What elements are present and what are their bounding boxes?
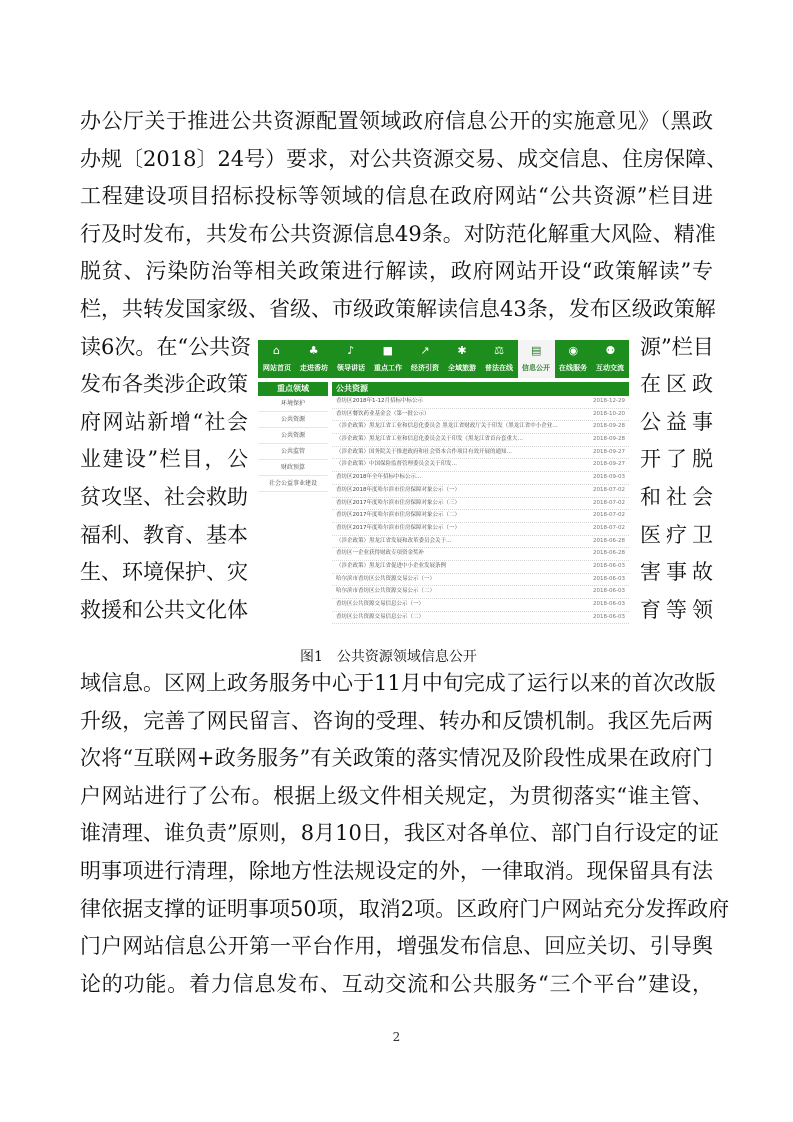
nav-label: 网站首页 xyxy=(262,363,291,372)
microphone-icon: ♪ xyxy=(347,344,355,357)
list-item-date: 2018-12-29 xyxy=(593,398,625,404)
list-item[interactable] xyxy=(332,510,629,523)
list-item[interactable] xyxy=(332,536,629,549)
figure-screenshot xyxy=(258,340,629,640)
text-line: 行及时发布，共发布公共资源信息49条。对防范化解重大风险、精准 xyxy=(80,221,716,246)
text-line-left: 救援和公共文化体 xyxy=(80,597,248,622)
text-line: 次将“互联网+政务服务”有关政策的落实情况及阶段性成果在政府门 xyxy=(80,746,713,771)
nav-label: 重点工作 xyxy=(373,363,402,372)
list-item-title: 香坊区公共资源交易信息公示（二） xyxy=(336,613,425,620)
scales-icon: ⚖ xyxy=(494,344,505,357)
home-icon: ⌂ xyxy=(273,344,281,357)
list-item-date: 2018-09-27 xyxy=(593,448,625,455)
briefcase-icon: ■ xyxy=(382,344,394,357)
nav-item[interactable] xyxy=(555,340,592,378)
nav-label: 走进香坊 xyxy=(299,363,328,372)
list-item-date: 2018-09-28 xyxy=(593,423,625,430)
list-item[interactable] xyxy=(332,498,629,511)
text-line: 栏，共转发国家级、省级、市级政策解读信息43条，发布区级政策解 xyxy=(80,297,716,321)
list-item-date: 2018-06-03 xyxy=(593,588,625,595)
text-line: 论的功能。着力信息发布、互动交流和公共服务“三个平台”建设， xyxy=(80,971,713,996)
list-item[interactable] xyxy=(332,396,629,409)
list-item[interactable] xyxy=(332,612,629,625)
sidebar-item[interactable]: 公共资源 xyxy=(258,412,328,428)
figure-sidebar xyxy=(258,382,328,640)
nav-item[interactable] xyxy=(332,340,369,378)
list-item[interactable] xyxy=(332,472,629,485)
list-item-title: （涉企政策）国务院关于推进政府和社会资本合作项目有效开展的通知… xyxy=(336,448,513,455)
list-item-date: 2018-09-27 xyxy=(593,461,625,468)
list-item[interactable] xyxy=(332,485,629,498)
list-item-title: （涉企政策）黑龙江省工业和信息化委员会 黑龙江省财政厅关于印发（黑龙江省中小企业… xyxy=(336,423,558,430)
text-line-right: 公益事 xyxy=(640,409,713,434)
list-item-date: 2018-06-03 xyxy=(593,601,625,607)
text-line-left: 府网站新增“社会 xyxy=(80,409,248,434)
list-item[interactable] xyxy=(332,561,629,574)
text-line: 办规〔2018〕24号）要求，对公共资源交易、成交信息、住房保障、 xyxy=(80,146,728,171)
list-item[interactable] xyxy=(332,586,629,599)
list-item[interactable] xyxy=(332,548,629,561)
text-line-left: 业建设”栏目，公 xyxy=(80,447,248,472)
sidebar-item[interactable]: 公共监管 xyxy=(258,444,328,460)
list-item-date: 2018-10-20 xyxy=(593,410,625,417)
list-item-date: 2018-07-02 xyxy=(593,524,625,531)
text-line-right: 害事故 xyxy=(640,560,713,585)
text-line-left: 福利、教育、基本 xyxy=(80,522,248,547)
text-line: 谁清理、谁负责”原则，8月10日，我区对各单位、部门自行设定的证 xyxy=(80,821,719,846)
nav-item[interactable] xyxy=(518,340,555,378)
list-item-title: 香坊区公共资源交易信息公示（一） xyxy=(336,601,425,607)
text-line: 明事项进行清理，除地方性法规设定的外，一律取消。现保留具有法 xyxy=(80,859,713,883)
tree-icon: ✱ xyxy=(457,344,467,357)
calendar-icon: ▤ xyxy=(531,344,542,357)
list-item[interactable] xyxy=(332,434,629,447)
text-line-right: 医疗卫 xyxy=(640,522,713,547)
globe-icon: ◉ xyxy=(568,344,579,357)
list-item-title: （涉企政策）黑龙江省发展和改革委员会关于… xyxy=(336,537,452,544)
page-number: 2 xyxy=(392,1030,401,1044)
list-item-title: 哈尔滨市香坊区公共资源交易公示（二） xyxy=(336,588,436,595)
nav-item[interactable] xyxy=(592,340,629,378)
sidebar-item[interactable]: 公共资源 xyxy=(258,428,328,444)
text-line-left: 发布各类涉企政策 xyxy=(80,372,248,397)
list-item-title: 香坊区2018年全年招标中标公示… xyxy=(336,474,422,481)
text-line: 升级，完善了网民留言、咨询的受理、转办和反馈机制。我区先后两 xyxy=(80,708,713,733)
list-item-date: 2018-07-02 xyxy=(593,512,625,519)
list-item-title: （涉企政策）中国保险监督管理委员会关于印发… xyxy=(336,461,458,468)
list-item-title: 香坊区一企业获得财政专项资金奖补 xyxy=(336,550,425,557)
list-item-date: 2018-06-03 xyxy=(593,562,625,569)
figure-caption: 图1 公共资源领域信息公开 xyxy=(300,649,477,665)
nav-label: 在线服务 xyxy=(559,363,588,372)
nav-item[interactable] xyxy=(295,340,332,378)
list-item-title: 香坊区2018年度哈尔滨市住房保障对象公示（一） xyxy=(336,486,460,493)
list-item-title: 香坊区2017年度哈尔滨市住房保障对象公示（二） xyxy=(336,512,460,519)
nav-label: 普法在线 xyxy=(485,363,514,372)
text-line-right: 育等领 xyxy=(640,597,713,622)
nav-label: 领导讲话 xyxy=(336,363,365,372)
list-item-title: 香坊区2017年度哈尔滨市住房保障对象公示（一） xyxy=(336,524,460,531)
chart-icon: ↗ xyxy=(420,344,430,357)
list-item[interactable] xyxy=(332,574,629,587)
list-item-date: 2018-06-03 xyxy=(593,575,625,582)
sidebar-item[interactable]: 财政预算 xyxy=(258,460,328,476)
nav-item[interactable] xyxy=(443,340,480,378)
list-item-title: 哈尔滨市香坊区公共资源交易公示（一） xyxy=(336,575,436,582)
text-line: 户网站进行了公布。根据上级文件相关规定，为贯彻落实“谁主管、 xyxy=(80,783,713,808)
text-line: 脱贫、污染防治等相关政策进行解读，政府网站开设“政策解读”专 xyxy=(80,259,713,284)
nav-item[interactable] xyxy=(258,340,295,378)
nav-item[interactable] xyxy=(481,340,518,378)
text-line: 律依据支撑的证明事项50项，取消2项。区政府门户网站充分发挥政府 xyxy=(80,896,730,921)
list-item-date: 2018-06-28 xyxy=(593,537,625,544)
list-item-title: 香坊区2018年1-12月招标中标公示 xyxy=(336,398,423,404)
tree-icon: ♣ xyxy=(308,344,319,357)
text-line-right: 和社会 xyxy=(640,485,713,509)
nav-item[interactable] xyxy=(369,340,406,378)
text-line: 域信息。区网上政务服务中心于11月中旬完成了运行以来的首次改版 xyxy=(80,671,716,695)
list-item-title: （涉企政策）黑龙江省促进中小企业发展条例 xyxy=(336,562,447,569)
list-item[interactable] xyxy=(332,409,629,422)
text-line: 门户网站信息公开第一平台作用，增强发布信息、回应关切、引导舆 xyxy=(80,934,713,959)
text-line: 工程建设项目招标投标等领域的信息在政府网站“公共资源”栏目进 xyxy=(80,184,713,209)
nav-label: 信息公开 xyxy=(522,363,551,372)
text-line-right: 开了脱 xyxy=(640,447,713,472)
text-line-right: 源”栏目 xyxy=(640,334,714,359)
main-list-title: 公共资源 xyxy=(332,382,629,396)
list-item-date: 2018-07-02 xyxy=(593,499,625,506)
text-line-left: 读6次。在“公共资 xyxy=(80,334,252,359)
nav-label: 互动交流 xyxy=(596,363,625,372)
list-item[interactable] xyxy=(332,523,629,536)
list-item[interactable] xyxy=(332,599,629,612)
list-item-date: 2018-06-28 xyxy=(593,550,625,557)
list-item[interactable] xyxy=(332,421,629,434)
figure-nav-bar xyxy=(258,340,629,378)
sidebar-item[interactable]: 环境保护 xyxy=(258,396,328,412)
text-line-left: 生、环境保护、灾 xyxy=(80,560,248,585)
figure-main-list xyxy=(332,382,629,640)
people-icon: ⚉ xyxy=(605,344,616,357)
text-line: 办公厅关于推进公共资源配置领域政府信息公开的实施意见》（黑政 xyxy=(80,109,713,133)
nav-item[interactable] xyxy=(406,340,443,378)
nav-label: 经济引资 xyxy=(410,363,440,372)
list-item[interactable] xyxy=(332,447,629,460)
nav-label: 全域旅游 xyxy=(447,363,477,372)
list-item-date: 2018-09-28 xyxy=(593,436,625,443)
list-item-title: （涉企政策）黑龙江省工业和信息化委员会关于印发《黑龙江省首台套重大… xyxy=(336,436,524,443)
sidebar-item[interactable]: 社会公益事业建设 xyxy=(258,476,328,492)
sidebar-title: 重点领域 xyxy=(258,382,328,396)
list-item[interactable] xyxy=(332,459,629,472)
list-item-date: 2018-07-02 xyxy=(593,486,625,493)
list-item-date: 2018-09-03 xyxy=(593,474,625,481)
list-item-title: 香坊区餐饮药业基金会（第一批公示） xyxy=(336,410,430,417)
list-item-date: 2018-06-03 xyxy=(593,613,625,620)
text-line-left: 贫攻坚、社会救助 xyxy=(80,485,248,509)
text-line-right: 在区政 xyxy=(640,372,713,397)
list-item-title: 香坊区2017年度哈尔滨市住房保障对象公示（三） xyxy=(336,499,460,506)
